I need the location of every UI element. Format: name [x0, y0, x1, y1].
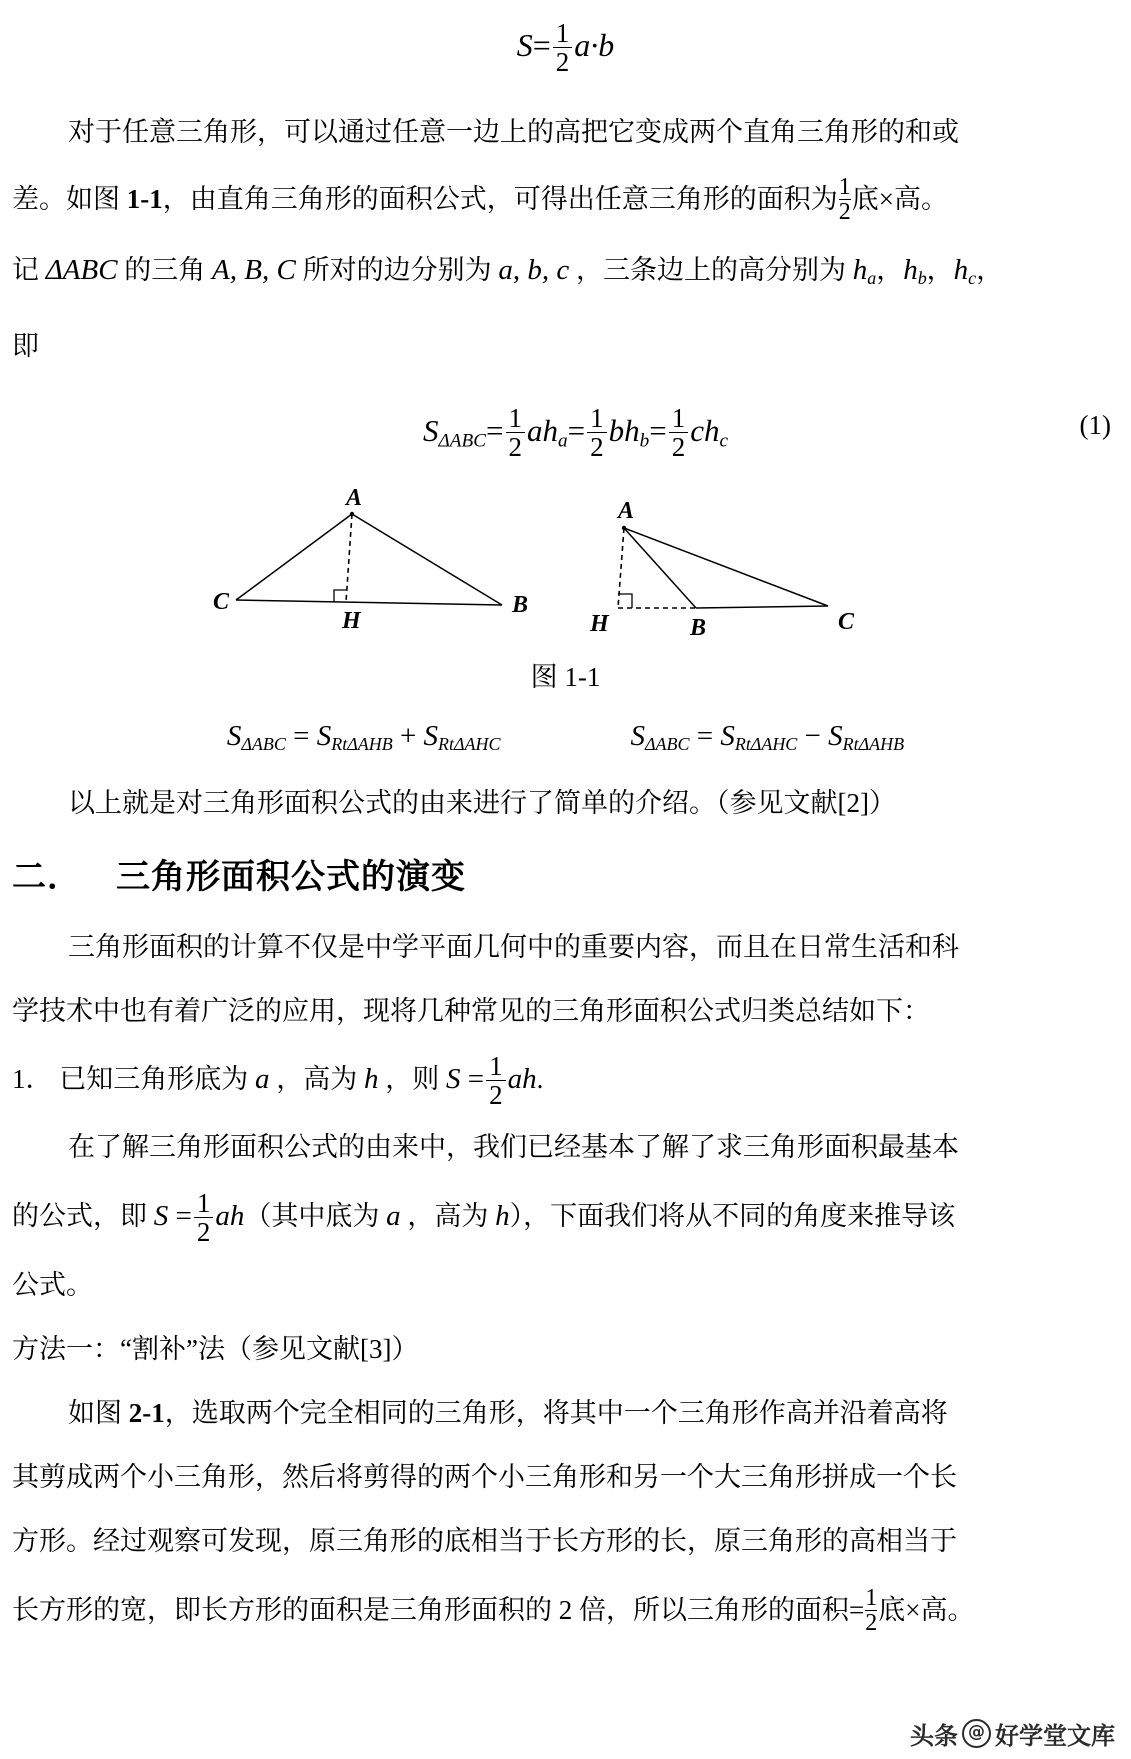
eq1-term-1: ah	[527, 413, 559, 449]
notation-angles: A, B, C	[212, 254, 296, 286]
paragraph-method1-line1-text: ，选取两个完全相同的三角形，将其中一个三角形作高并沿着高将	[164, 1398, 948, 1429]
eq1-num-3: 1	[671, 403, 686, 434]
list-item-1-text-a: 已知三角形底为	[59, 1064, 255, 1095]
paragraph-derive-line2	[12, 1179, 1119, 1253]
right-triangle-shape	[618, 526, 828, 608]
paragraph-section2-line1-text: 三角形面积的计算不仅是中学平面几何中的重要内容，而且在日常生活和科	[68, 932, 959, 963]
notation-height-b: $h_b$	[903, 254, 927, 289]
eq1-fraction-3	[669, 404, 689, 462]
eqdiff-term-1-sub: RtΔAHC	[734, 734, 798, 755]
method1-inline-denominator: 2	[865, 1610, 878, 1637]
inline-half-denominator: 2	[838, 199, 851, 226]
paragraph-section2-line1	[12, 915, 1119, 979]
paragraph-derive-mid1: （其中底为	[244, 1201, 387, 1232]
left-triangle-label-C: C	[213, 589, 230, 616]
paragraph-method1-line2-text: 其剪成两个小三角形，然后将剪得的两个小三角形和另一个大三角形拼成一个长	[12, 1462, 957, 1493]
paragraph-derive-equation	[153, 1187, 245, 1247]
eq1-num-2: 1	[590, 403, 604, 434]
eqdiff-lhs: S	[630, 720, 645, 753]
eq1-term-3: ch	[690, 413, 720, 449]
paragraph-derive-line3-text: 公式。	[12, 1270, 93, 1301]
figure-1-1-drawing	[12, 486, 1119, 641]
paragraph-intro-line2-tail: 底×高。	[851, 184, 948, 214]
notation-prefix: 记	[12, 255, 46, 285]
paragraph-method1-line4-text: 长方形的宽，即长方形的面积是三角形面积的 2 倍，所以三角形的面积=	[12, 1595, 865, 1626]
paragraph-intro-line1	[12, 100, 1119, 164]
paragraph-intro-line2	[12, 164, 1119, 234]
eqsum-operator: +	[399, 720, 417, 753]
paragraph-derive-var-h: h	[495, 1200, 510, 1233]
eq1-equals-1: =	[486, 413, 504, 449]
eq1-term-1-sub: a	[558, 430, 568, 452]
eq-top-equals: =	[532, 27, 551, 64]
figure-1-1-caption	[12, 655, 1119, 694]
list-item-1-eq-lhs: S	[446, 1063, 461, 1096]
eq1-num-1: 1	[508, 403, 523, 434]
list-item-1-text-c: ，则	[378, 1064, 446, 1095]
notation-comma1: ，	[876, 255, 904, 285]
paragraph-summary-text: 以上就是对三角形面积公式的由来进行了简单的介绍。（参见文献[2]）	[68, 788, 896, 819]
paragraph-method1-line2	[12, 1445, 1119, 1509]
notation-triangle-abc: ΔABC	[45, 254, 118, 286]
figure-caption-prefix: 图	[530, 662, 558, 693]
derive-eq-denominator: 2	[194, 1217, 214, 1246]
eq1-equals-2: =	[567, 413, 586, 449]
watermark-prefix: 头条	[910, 1722, 958, 1750]
notation-height-c: $h_c$	[953, 254, 977, 289]
fig-ref-1-1: 1-1	[126, 184, 163, 214]
notation-mid2: 所对的边分别为	[295, 255, 499, 285]
inline-half-numerator: 1	[838, 173, 851, 200]
watermark	[910, 1716, 1115, 1751]
section-heading-2-number: 二．	[12, 859, 82, 897]
eq1-term-2: bh	[608, 413, 640, 449]
list-item-1-equation	[446, 1050, 537, 1110]
paragraph-method1-fig-prefix: 如图	[68, 1398, 129, 1429]
derive-eq-numerator: 1	[196, 1187, 211, 1218]
paragraph-section2-line2	[12, 979, 1119, 1043]
method-1-heading-text: 方法一：“割补”法（参见文献[3]）	[12, 1334, 419, 1365]
paragraph-summary	[12, 771, 1119, 835]
paragraph-method1-line3	[12, 1509, 1119, 1573]
paragraph-derive-tail: ），下面我们将从不同的角度来推导该	[509, 1201, 956, 1232]
left-triangle-label-H: H	[342, 608, 361, 635]
notation-sides: a, b, c	[498, 254, 570, 286]
list-item-1-denominator: 2	[486, 1080, 506, 1109]
right-triangle-label-H: H	[590, 611, 609, 638]
eqdiff-term-2: S	[828, 720, 843, 753]
at-icon: @	[962, 1719, 991, 1748]
section-heading-2-title: 三角形面积公式的演变	[116, 859, 466, 897]
equation-pair-row	[12, 720, 1119, 755]
equation-number-1: (1)	[1079, 410, 1111, 441]
derive-eq-fraction	[194, 1189, 214, 1247]
watermark-name: 好学堂文库	[995, 1722, 1115, 1750]
eqsum-equals: =	[293, 720, 310, 753]
eq1-term-2-sub: b	[639, 430, 650, 452]
equation-1-block	[12, 392, 1119, 470]
paragraph-derive-var-a: a	[386, 1200, 401, 1233]
paragraph-derive-mid2: ，高为	[400, 1201, 496, 1232]
eqdiff-lhs-sub: ΔABC	[645, 734, 690, 755]
eq-top-denominator: 2	[553, 47, 573, 76]
list-item-1-text-b: ，高为	[269, 1064, 364, 1095]
derive-eq-lhs: S	[153, 1200, 169, 1233]
list-item-1	[12, 1043, 1119, 1115]
eq1-equals-3: =	[649, 413, 667, 449]
list-item-1-numerator: 1	[489, 1050, 503, 1081]
paragraph-derive-line3	[12, 1253, 1119, 1317]
paragraph-notation	[12, 234, 1119, 314]
list-item-1-var-h: h	[364, 1063, 379, 1096]
paragraph-intro-line1-text: 对于任意三角形，可以通过任意一边上的高把它变成两个直角三角形的和或	[68, 117, 959, 147]
fig-ref-prefix: 差。如图	[12, 184, 127, 214]
paragraph-derive-line1-text: 在了解三角形面积公式的由来中，我们已经基本了解了求三角形面积最基本	[68, 1132, 959, 1163]
list-item-1-fraction	[486, 1052, 506, 1110]
paragraph-method1-line1	[12, 1381, 1119, 1445]
derive-eq-rhs: ah	[215, 1200, 245, 1233]
derive-eq-sign: =	[175, 1200, 192, 1233]
paragraph-derive-line1	[12, 1115, 1119, 1179]
list-item-1-eq-rhs: ah	[507, 1063, 537, 1096]
notation-tail: ，	[976, 255, 1004, 285]
eqsum-lhs-sub: ΔABC	[241, 734, 286, 755]
paragraph-method1-line4-tail: 底×高。	[878, 1595, 975, 1626]
paragraph-ji-text: 即	[12, 331, 39, 362]
eqdiff-operator: −	[804, 720, 821, 753]
eqsum-term-2: S	[423, 720, 439, 753]
paragraph-intro-line2-text: ，由直角三角形的面积公式，可得出任意三角形的面积为	[162, 184, 838, 214]
figure-caption-number: 1-1	[564, 662, 601, 693]
figure-1-1	[12, 486, 1119, 641]
inline-fraction-half	[839, 175, 851, 225]
notation-height-a: $h_a$	[852, 254, 877, 289]
notation-mid3: ，三条边上的高分别为	[569, 255, 853, 285]
method1-inline-fraction	[865, 1586, 877, 1636]
paragraph-section2-line2-text: 学技术中也有着广泛的应用，现将几种常见的三角形面积公式归类总结如下：	[12, 996, 930, 1027]
document-body	[12, 0, 1119, 1647]
eqsum-term-1-sub: RtΔAHB	[331, 734, 393, 755]
eq1-lhs-sub: ΔABC	[438, 430, 487, 452]
notation-mid1: 的三角	[117, 255, 213, 285]
eqsum-lhs: S	[226, 720, 242, 753]
eqsum-term-2-sub: RtΔAHC	[438, 734, 501, 755]
section-heading-2	[12, 851, 1119, 905]
fig-ref-2-1: 2-1	[128, 1398, 165, 1429]
eq-top-rhs: a·b	[574, 27, 615, 64]
eqsum-term-1: S	[316, 720, 332, 753]
equation-top	[12, 20, 1119, 92]
right-triangle-label-C: C	[838, 609, 855, 636]
left-triangle-label-B: B	[512, 592, 529, 619]
list-item-1-var-a: a	[255, 1063, 270, 1096]
eq-top-numerator: 1	[555, 18, 570, 48]
eq1-fraction-1	[506, 404, 526, 462]
list-item-1-text-d: .	[536, 1064, 544, 1095]
eqdiff-equals: =	[696, 720, 714, 753]
eq1-lhs: S	[422, 413, 439, 449]
paragraph-method1-line3-text: 方形。经过观察可发现，原三角形的底相当于长方形的长，原三角形的高相当于	[12, 1526, 957, 1557]
eq-top-fraction	[553, 19, 573, 77]
eq1-den-2: 2	[587, 432, 607, 461]
paragraph-method1-line4	[12, 1573, 1119, 1647]
paragraph-derive-prefix: 的公式，即	[12, 1201, 154, 1232]
eq-top-lhs: S	[516, 27, 533, 64]
equation-difference	[631, 720, 905, 755]
eqdiff-term-2-sub: RtΔAHB	[842, 734, 905, 755]
eqdiff-term-1: S	[720, 720, 735, 753]
eq1-den-3: 2	[669, 432, 689, 461]
list-item-1-eq-sign: =	[467, 1063, 485, 1096]
left-triangle-shape	[236, 512, 502, 605]
right-triangle-label-A: A	[618, 498, 635, 525]
method1-inline-numerator: 1	[865, 1584, 878, 1611]
eq1-fraction-2	[587, 404, 607, 462]
notation-comma2: ，	[926, 255, 954, 285]
method-1-heading	[12, 1317, 1119, 1381]
eq1-term-3-sub: c	[719, 430, 728, 452]
eq1-den-1: 2	[506, 432, 526, 461]
paragraph-ji	[12, 314, 1119, 378]
equation-sum	[227, 720, 501, 755]
list-item-1-label: 1．	[12, 1064, 53, 1095]
right-triangle-label-B: B	[690, 615, 707, 642]
left-triangle-label-A: A	[346, 485, 363, 512]
